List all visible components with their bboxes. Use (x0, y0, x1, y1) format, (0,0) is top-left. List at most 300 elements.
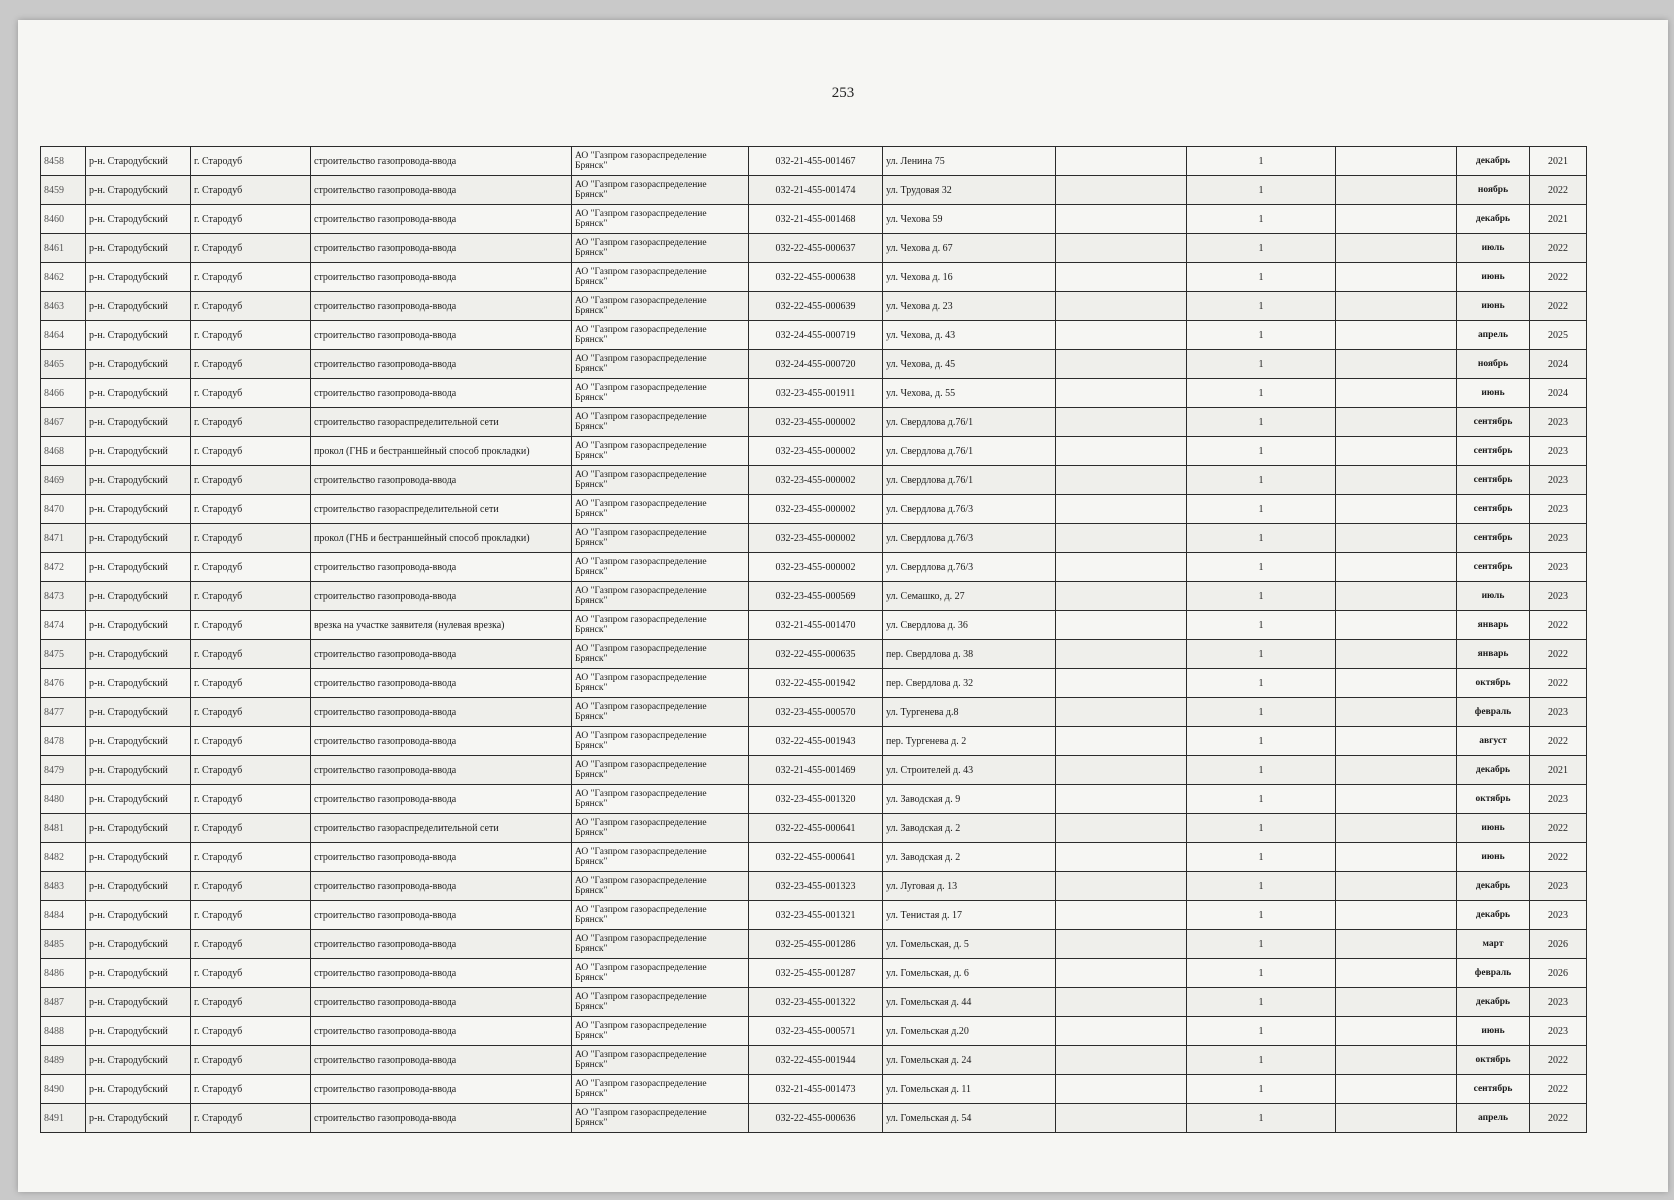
data-table (40, 146, 1587, 1133)
empty-cell (1056, 263, 1187, 292)
organization-line-2: Брянск" (575, 567, 608, 577)
city-cell: г. Стародуб (191, 611, 311, 640)
application-code-cell: 032-22-455-000638 (749, 263, 883, 292)
empty-cell (1056, 959, 1187, 988)
application-code-cell: 032-21-455-001470 (749, 611, 883, 640)
year-cell: 2022 (1530, 234, 1587, 263)
empty-cell (1336, 350, 1457, 379)
address-cell: ул. Гомельская, д. 6 (883, 959, 1056, 988)
empty-cell (1056, 205, 1187, 234)
empty-cell (1336, 495, 1457, 524)
organization-cell (572, 785, 749, 814)
address-cell: ул. Ленина 75 (883, 147, 1056, 176)
quantity-cell: 1 (1187, 727, 1336, 756)
row-number-cell: 8476 (41, 669, 86, 698)
city-cell: г. Стародуб (191, 872, 311, 901)
organization-cell (572, 988, 749, 1017)
month-cell: октябрь (1457, 669, 1530, 698)
organization-line-1: АО "Газпром газораспределение (575, 731, 707, 741)
month-cell: февраль (1457, 698, 1530, 727)
empty-cell (1056, 437, 1187, 466)
table-row (41, 582, 1587, 611)
organization-line-2: Брянск" (575, 625, 608, 635)
application-code-cell: 032-23-455-000569 (749, 582, 883, 611)
work-type-cell: строительство газопровода-ввода (311, 872, 572, 901)
month-cell: июль (1457, 234, 1530, 263)
empty-cell (1056, 1104, 1187, 1133)
work-type-cell: строительство газопровода-ввода (311, 1046, 572, 1075)
year-cell: 2022 (1530, 814, 1587, 843)
district-cell: р-н. Стародубский (86, 263, 191, 292)
district-cell: р-н. Стародубский (86, 495, 191, 524)
district-cell: р-н. Стародубский (86, 698, 191, 727)
city-cell: г. Стародуб (191, 582, 311, 611)
organization-cell (572, 553, 749, 582)
row-number-cell: 8478 (41, 727, 86, 756)
city-cell: г. Стародуб (191, 756, 311, 785)
application-code-cell: 032-23-455-001911 (749, 379, 883, 408)
empty-cell (1056, 379, 1187, 408)
organization-cell (572, 814, 749, 843)
quantity-cell: 1 (1187, 147, 1336, 176)
organization-line-1: АО "Газпром газораспределение (575, 934, 707, 944)
month-cell: июнь (1457, 843, 1530, 872)
organization-line-1: АО "Газпром газораспределение (575, 992, 707, 1002)
organization-cell (572, 495, 749, 524)
work-type-cell: строительство газопровода-ввода (311, 727, 572, 756)
organization-line-2: Брянск" (575, 915, 608, 925)
organization-line-1: АО "Газпром газораспределение (575, 818, 707, 828)
organization-cell (572, 234, 749, 263)
work-type-cell: строительство газопровода-ввода (311, 582, 572, 611)
year-cell: 2025 (1530, 321, 1587, 350)
address-cell: пер. Свердлова д. 38 (883, 640, 1056, 669)
address-cell: ул. Семашко, д. 27 (883, 582, 1056, 611)
address-cell: ул. Свердлова д.76/1 (883, 466, 1056, 495)
month-cell: сентябрь (1457, 437, 1530, 466)
address-cell: ул. Чехова д. 67 (883, 234, 1056, 263)
table-row (41, 524, 1587, 553)
district-cell: р-н. Стародубский (86, 292, 191, 321)
table-row (41, 756, 1587, 785)
organization-line-1: АО "Газпром газораспределение (575, 644, 707, 654)
empty-cell (1336, 466, 1457, 495)
application-code-cell: 032-22-455-000639 (749, 292, 883, 321)
empty-cell (1056, 524, 1187, 553)
organization-cell (572, 379, 749, 408)
organization-cell (572, 408, 749, 437)
address-cell: ул. Гомельская д. 54 (883, 1104, 1056, 1133)
organization-line-2: Брянск" (575, 973, 608, 983)
address-cell: ул. Свердлова д.76/1 (883, 408, 1056, 437)
work-type-cell: строительство газопровода-ввода (311, 756, 572, 785)
table-row (41, 1017, 1587, 1046)
empty-cell (1056, 1075, 1187, 1104)
empty-cell (1336, 234, 1457, 263)
work-type-cell: строительство газопровода-ввода (311, 988, 572, 1017)
row-number-cell: 8485 (41, 930, 86, 959)
empty-cell (1336, 408, 1457, 437)
empty-cell (1336, 669, 1457, 698)
quantity-cell: 1 (1187, 959, 1336, 988)
organization-cell (572, 466, 749, 495)
year-cell: 2021 (1530, 756, 1587, 785)
table-row (41, 814, 1587, 843)
empty-cell (1056, 756, 1187, 785)
work-type-cell: строительство газопровода-ввода (311, 350, 572, 379)
quantity-cell: 1 (1187, 640, 1336, 669)
organization-line-2: Брянск" (575, 1118, 608, 1128)
month-cell: декабрь (1457, 872, 1530, 901)
quantity-cell: 1 (1187, 930, 1336, 959)
year-cell: 2022 (1530, 843, 1587, 872)
address-cell: ул. Строителей д. 43 (883, 756, 1056, 785)
empty-cell (1336, 843, 1457, 872)
organization-line-2: Брянск" (575, 1060, 608, 1070)
month-cell: июнь (1457, 292, 1530, 321)
organization-line-1: АО "Газпром газораспределение (575, 180, 707, 190)
year-cell: 2023 (1530, 872, 1587, 901)
quantity-cell: 1 (1187, 350, 1336, 379)
quantity-cell: 1 (1187, 408, 1336, 437)
application-code-cell: 032-22-455-001944 (749, 1046, 883, 1075)
year-cell: 2021 (1530, 205, 1587, 234)
address-cell: ул. Чехова, д. 43 (883, 321, 1056, 350)
organization-line-2: Брянск" (575, 683, 608, 693)
empty-cell (1336, 379, 1457, 408)
organization-line-1: АО "Газпром газораспределение (575, 151, 707, 161)
organization-cell (572, 205, 749, 234)
organization-line-2: Брянск" (575, 1089, 608, 1099)
district-cell: р-н. Стародубский (86, 756, 191, 785)
empty-cell (1056, 582, 1187, 611)
quantity-cell: 1 (1187, 437, 1336, 466)
address-cell: ул. Заводская д. 9 (883, 785, 1056, 814)
district-cell: р-н. Стародубский (86, 611, 191, 640)
quantity-cell: 1 (1187, 292, 1336, 321)
work-type-cell: прокол (ГНБ и бестраншейный способ прокладки) (311, 524, 572, 553)
address-cell: ул. Чехова 59 (883, 205, 1056, 234)
organization-line-1: АО "Газпром газораспределение (575, 209, 707, 219)
application-code-cell: 032-22-455-000641 (749, 814, 883, 843)
district-cell: р-н. Стародубский (86, 321, 191, 350)
city-cell: г. Стародуб (191, 1017, 311, 1046)
year-cell: 2022 (1530, 611, 1587, 640)
district-cell: р-н. Стародубский (86, 1075, 191, 1104)
quantity-cell: 1 (1187, 553, 1336, 582)
organization-line-1: АО "Газпром газораспределение (575, 905, 707, 915)
table-row (41, 1104, 1587, 1133)
organization-line-2: Брянск" (575, 886, 608, 896)
organization-line-2: Брянск" (575, 393, 608, 403)
organization-cell (572, 1046, 749, 1075)
work-type-cell: строительство газопровода-ввода (311, 379, 572, 408)
organization-line-2: Брянск" (575, 219, 608, 229)
empty-cell (1336, 959, 1457, 988)
month-cell: декабрь (1457, 205, 1530, 234)
table-row (41, 669, 1587, 698)
application-code-cell: 032-23-455-000002 (749, 495, 883, 524)
organization-line-2: Брянск" (575, 944, 608, 954)
district-cell: р-н. Стародубский (86, 524, 191, 553)
organization-line-1: АО "Газпром газораспределение (575, 441, 707, 451)
row-number-cell: 8464 (41, 321, 86, 350)
year-cell: 2023 (1530, 437, 1587, 466)
organization-line-2: Брянск" (575, 190, 608, 200)
organization-line-1: АО "Газпром газораспределение (575, 325, 707, 335)
row-number-cell: 8487 (41, 988, 86, 1017)
address-cell: ул. Гомельская д. 11 (883, 1075, 1056, 1104)
organization-line-1: АО "Газпром газораспределение (575, 238, 707, 248)
table-row (41, 988, 1587, 1017)
address-cell: ул. Луговая д. 13 (883, 872, 1056, 901)
organization-line-1: АО "Газпром газораспределение (575, 296, 707, 306)
row-number-cell: 8466 (41, 379, 86, 408)
quantity-cell: 1 (1187, 176, 1336, 205)
city-cell: г. Стародуб (191, 988, 311, 1017)
application-code-cell: 032-23-455-000002 (749, 524, 883, 553)
year-cell: 2023 (1530, 785, 1587, 814)
empty-cell (1336, 1104, 1457, 1133)
quantity-cell: 1 (1187, 234, 1336, 263)
row-number-cell: 8471 (41, 524, 86, 553)
month-cell: февраль (1457, 959, 1530, 988)
organization-cell (572, 843, 749, 872)
empty-cell (1336, 872, 1457, 901)
organization-cell (572, 321, 749, 350)
district-cell: р-н. Стародубский (86, 1017, 191, 1046)
empty-cell (1336, 1075, 1457, 1104)
address-cell: ул. Чехова д. 16 (883, 263, 1056, 292)
month-cell: ноябрь (1457, 350, 1530, 379)
quantity-cell: 1 (1187, 379, 1336, 408)
city-cell: г. Стародуб (191, 437, 311, 466)
month-cell: сентябрь (1457, 553, 1530, 582)
application-code-cell: 032-22-455-001942 (749, 669, 883, 698)
organization-line-2: Брянск" (575, 1002, 608, 1012)
empty-cell (1056, 408, 1187, 437)
year-cell: 2023 (1530, 553, 1587, 582)
organization-line-1: АО "Газпром газораспределение (575, 528, 707, 538)
table-row (41, 234, 1587, 263)
year-cell: 2022 (1530, 1075, 1587, 1104)
district-cell: р-н. Стародубский (86, 205, 191, 234)
application-code-cell: 032-25-455-001286 (749, 930, 883, 959)
organization-cell (572, 727, 749, 756)
empty-cell (1336, 1017, 1457, 1046)
organization-line-1: АО "Газпром газораспределение (575, 470, 707, 480)
city-cell: г. Стародуб (191, 669, 311, 698)
empty-cell (1336, 785, 1457, 814)
address-cell: ул. Свердлова д. 36 (883, 611, 1056, 640)
month-cell: декабрь (1457, 147, 1530, 176)
empty-cell (1056, 553, 1187, 582)
organization-line-2: Брянск" (575, 422, 608, 432)
organization-line-1: АО "Газпром газораспределение (575, 1108, 707, 1118)
empty-cell (1056, 321, 1187, 350)
year-cell: 2022 (1530, 292, 1587, 321)
table-row (41, 640, 1587, 669)
page-number: 253 (831, 85, 855, 101)
table-row (41, 495, 1587, 524)
work-type-cell: строительство газопровода-ввода (311, 843, 572, 872)
district-cell: р-н. Стародубский (86, 176, 191, 205)
city-cell: г. Стародуб (191, 959, 311, 988)
work-type-cell: строительство газораспределительной сети (311, 814, 572, 843)
organization-line-2: Брянск" (575, 828, 608, 838)
empty-cell (1056, 611, 1187, 640)
address-cell: ул. Гомельская д.20 (883, 1017, 1056, 1046)
year-cell: 2022 (1530, 176, 1587, 205)
empty-cell (1336, 147, 1457, 176)
quantity-cell: 1 (1187, 785, 1336, 814)
organization-cell (572, 872, 749, 901)
organization-line-2: Брянск" (575, 712, 608, 722)
quantity-cell: 1 (1187, 872, 1336, 901)
empty-cell (1056, 872, 1187, 901)
year-cell: 2022 (1530, 1104, 1587, 1133)
district-cell: р-н. Стародубский (86, 785, 191, 814)
district-cell: р-н. Стародубский (86, 466, 191, 495)
row-number-cell: 8462 (41, 263, 86, 292)
organization-line-1: АО "Газпром газораспределение (575, 267, 707, 277)
organization-line-2: Брянск" (575, 161, 608, 171)
city-cell: г. Стародуб (191, 350, 311, 379)
organization-line-2: Брянск" (575, 509, 608, 519)
quantity-cell: 1 (1187, 1046, 1336, 1075)
organization-line-1: АО "Газпром газораспределение (575, 876, 707, 886)
application-code-cell: 032-21-455-001474 (749, 176, 883, 205)
row-number-cell: 8481 (41, 814, 86, 843)
empty-cell (1056, 495, 1187, 524)
empty-cell (1056, 901, 1187, 930)
work-type-cell: строительство газопровода-ввода (311, 640, 572, 669)
empty-cell (1056, 698, 1187, 727)
district-cell: р-н. Стародубский (86, 669, 191, 698)
empty-cell (1336, 988, 1457, 1017)
work-type-cell: строительство газопровода-ввода (311, 553, 572, 582)
row-number-cell: 8489 (41, 1046, 86, 1075)
year-cell: 2026 (1530, 930, 1587, 959)
address-cell: ул. Заводская д. 2 (883, 843, 1056, 872)
organization-line-2: Брянск" (575, 1031, 608, 1041)
application-code-cell: 032-23-455-001321 (749, 901, 883, 930)
empty-cell (1056, 843, 1187, 872)
address-cell: пер. Свердлова д. 32 (883, 669, 1056, 698)
year-cell: 2023 (1530, 524, 1587, 553)
row-number-cell: 8483 (41, 872, 86, 901)
empty-cell (1056, 350, 1187, 379)
application-code-cell: 032-22-455-000637 (749, 234, 883, 263)
quantity-cell: 1 (1187, 582, 1336, 611)
organization-cell (572, 582, 749, 611)
year-cell: 2022 (1530, 263, 1587, 292)
address-cell: ул. Тенистая д. 17 (883, 901, 1056, 930)
empty-cell (1336, 524, 1457, 553)
year-cell: 2026 (1530, 959, 1587, 988)
organization-line-1: АО "Газпром газораспределение (575, 847, 707, 857)
organization-cell (572, 669, 749, 698)
quantity-cell: 1 (1187, 524, 1336, 553)
empty-cell (1336, 553, 1457, 582)
year-cell: 2023 (1530, 582, 1587, 611)
organization-cell (572, 611, 749, 640)
row-number-cell: 8467 (41, 408, 86, 437)
district-cell: р-н. Стародубский (86, 234, 191, 263)
district-cell: р-н. Стародубский (86, 553, 191, 582)
work-type-cell: строительство газопровода-ввода (311, 263, 572, 292)
empty-cell (1336, 437, 1457, 466)
empty-cell (1056, 466, 1187, 495)
organization-line-2: Брянск" (575, 770, 608, 780)
work-type-cell: врезка на участке заявителя (нулевая врезка) (311, 611, 572, 640)
row-number-cell: 8458 (41, 147, 86, 176)
organization-line-2: Брянск" (575, 335, 608, 345)
row-number-cell: 8468 (41, 437, 86, 466)
organization-line-1: АО "Газпром газораспределение (575, 1021, 707, 1031)
table-row (41, 843, 1587, 872)
city-cell: г. Стародуб (191, 321, 311, 350)
city-cell: г. Стародуб (191, 408, 311, 437)
year-cell: 2023 (1530, 988, 1587, 1017)
district-cell: р-н. Стародубский (86, 582, 191, 611)
empty-cell (1336, 814, 1457, 843)
month-cell: сентябрь (1457, 495, 1530, 524)
city-cell: г. Стародуб (191, 901, 311, 930)
month-cell: сентябрь (1457, 408, 1530, 437)
empty-cell (1336, 727, 1457, 756)
quantity-cell: 1 (1187, 1017, 1336, 1046)
address-cell: пер. Тургенева д. 2 (883, 727, 1056, 756)
organization-line-1: АО "Газпром газораспределение (575, 383, 707, 393)
city-cell: г. Стародуб (191, 640, 311, 669)
district-cell: р-н. Стародубский (86, 814, 191, 843)
district-cell: р-н. Стародубский (86, 843, 191, 872)
table-row (41, 466, 1587, 495)
table-row (41, 1075, 1587, 1104)
year-cell: 2023 (1530, 698, 1587, 727)
application-code-cell: 032-21-455-001469 (749, 756, 883, 785)
table-row (41, 1046, 1587, 1075)
empty-cell (1056, 292, 1187, 321)
month-cell: сентябрь (1457, 466, 1530, 495)
empty-cell (1336, 582, 1457, 611)
district-cell: р-н. Стародубский (86, 930, 191, 959)
row-number-cell: 8486 (41, 959, 86, 988)
organization-line-2: Брянск" (575, 538, 608, 548)
year-cell: 2022 (1530, 727, 1587, 756)
district-cell: р-н. Стародубский (86, 901, 191, 930)
application-code-cell: 032-23-455-001323 (749, 872, 883, 901)
organization-line-1: АО "Газпром газораспределение (575, 789, 707, 799)
year-cell: 2022 (1530, 669, 1587, 698)
empty-cell (1056, 1046, 1187, 1075)
address-cell: ул. Чехова, д. 45 (883, 350, 1056, 379)
empty-cell (1336, 901, 1457, 930)
month-cell: декабрь (1457, 901, 1530, 930)
organization-line-2: Брянск" (575, 364, 608, 374)
work-type-cell: строительство газораспределительной сети (311, 408, 572, 437)
row-number-cell: 8488 (41, 1017, 86, 1046)
district-cell: р-н. Стародубский (86, 727, 191, 756)
year-cell: 2023 (1530, 495, 1587, 524)
organization-line-1: АО "Газпром газораспределение (575, 963, 707, 973)
city-cell: г. Стародуб (191, 1046, 311, 1075)
row-number-cell: 8461 (41, 234, 86, 263)
table-row (41, 176, 1587, 205)
application-code-cell: 032-22-455-000641 (749, 843, 883, 872)
application-code-cell: 032-23-455-001322 (749, 988, 883, 1017)
